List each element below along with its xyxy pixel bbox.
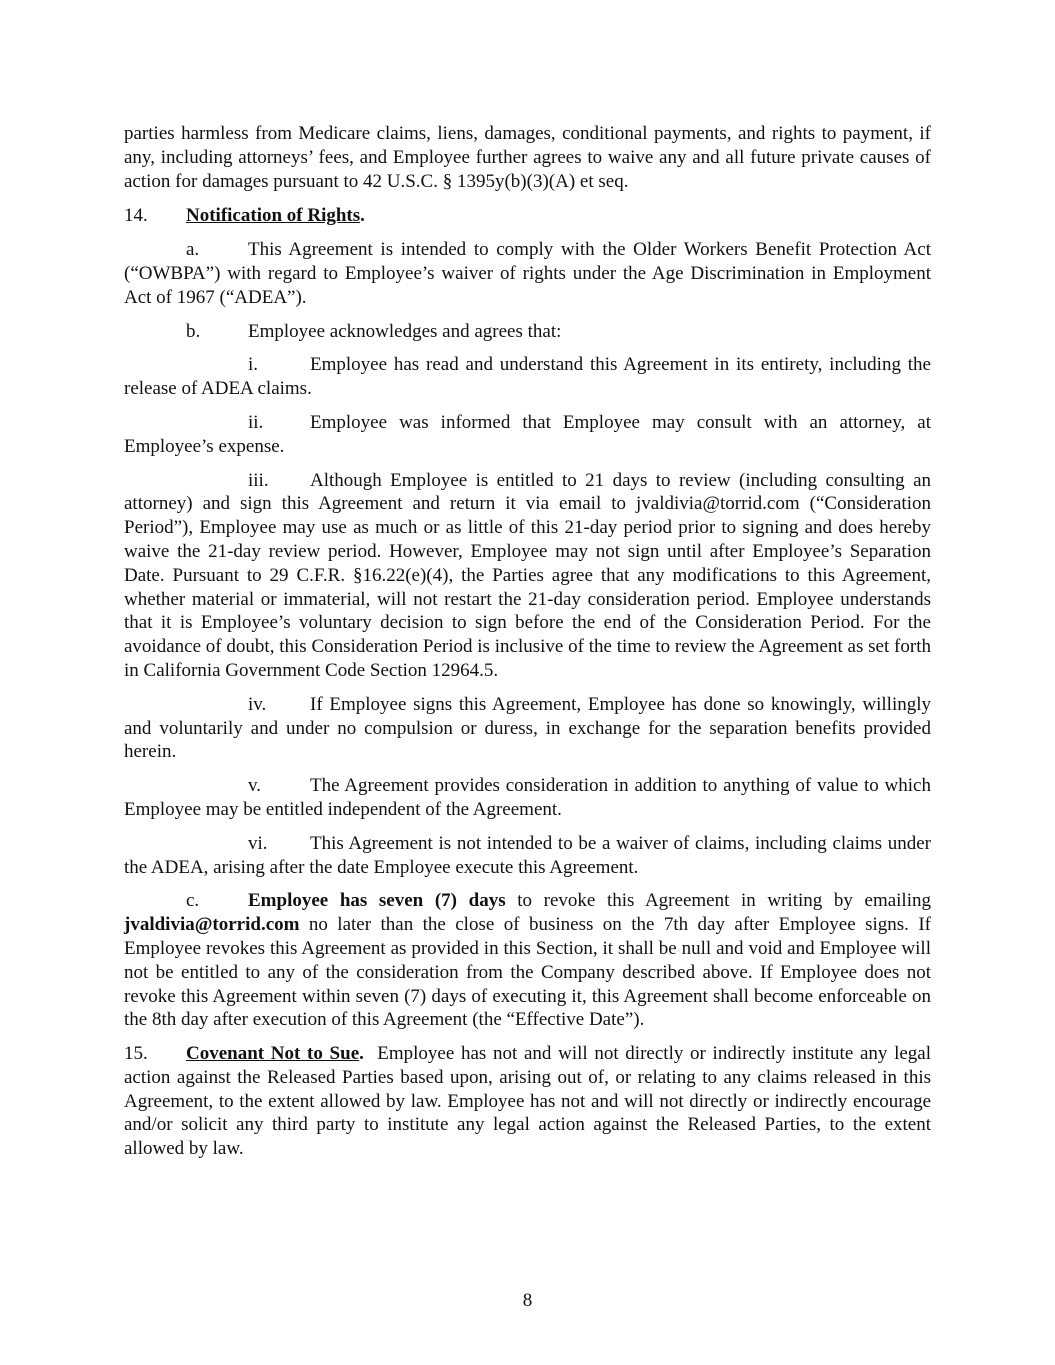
section-15 xyxy=(124,1042,936,1161)
section-title: Covenant Not to Sue xyxy=(186,1043,360,1065)
item-label: i. xyxy=(248,354,259,376)
item-text: to revoke this Agreement in writing by emailing xyxy=(505,890,931,912)
item-label: c. xyxy=(186,890,200,912)
heading-period: . xyxy=(359,1043,364,1065)
page-number: 8 xyxy=(522,1290,533,1311)
item-text: This Agreement is not intended to be a waiver of claims, including claims under the ADEA, arising after the date Employee execute this Agreement. xyxy=(124,832,931,878)
item-label: ii. xyxy=(248,411,264,433)
item-text: Employee was informed that Employee may consult with an attorney, at Employee’s expense. xyxy=(124,411,931,457)
item-text: If Employee signs this Agreement, Employee has done so knowingly, willingly and voluntarily and under no compulsion or duress, in exchange for the separation benefits provided herein. xyxy=(124,693,931,763)
item-label: a. xyxy=(186,239,200,261)
item-label: iv. xyxy=(248,693,267,715)
revocation-period-bold: Employee has seven (7) days xyxy=(248,890,506,912)
item-label: vi. xyxy=(248,832,268,854)
section-number: 15. xyxy=(124,1043,148,1065)
section-14-heading xyxy=(124,204,931,228)
item-text: Although Employee is entitled to 21 days to review (including consulting an attorney) and sign this Agreement and return it via email to jvaldivia@torrid.com (“Consideration Period”), Employee may use as much or as little of this 21-day period prior to signing and does hereby waive the 21-day review period. However, Employee may not sign until after Employee’s Separation Date. Pursuant to 29 C.F.R. §16.22(e)(4), the Parties agree that any modifications to this Agreement, whether material or immaterial, will not restart the 21-day consideration period. Employee understands that it is Employee’s voluntary decision to sign before the end of the Consideration Period. For the avoidance of doubt, this Consideration Period is inclusive of the time to review the Agreement as set forth in California Government Code Section 12964.5. xyxy=(124,469,931,681)
section-text: Employee has not and will not directly or indirectly institute any legal action against the Released Parties based upon, arising out of, or relating to any claims released in this Agreement, to the extent allowed by law. Employee has not and will not directly or indirectly encourage and/or solicit any third party to institute any legal action against the Released Parties, to the extent allowed by law. xyxy=(124,1043,936,1160)
section-number: 14. xyxy=(124,205,148,227)
paragraph-14b-iv xyxy=(124,693,931,764)
item-text: Employee acknowledges and agrees that: xyxy=(248,320,562,342)
email-address: jvaldivia@torrid.com xyxy=(124,914,300,936)
paragraph-14b xyxy=(124,320,931,344)
document-body xyxy=(124,122,936,1171)
paragraph-14c xyxy=(124,889,931,1032)
paragraph-14a xyxy=(124,238,931,309)
item-text: no later than the close of business on the 7th day after Employee signs. If Employee revokes this Agreement as provided in this Section, it shall be null and void and Employee will not be entitled to any of the consideration from the Company described above. If Employee does not revoke this Agreement within seven (7) days of executing it, this Agreement shall become enforceable on the 8th day after execution of this Agreement (the “Effective Date”). xyxy=(124,914,931,1031)
paragraph-14b-iii xyxy=(124,469,931,683)
item-label: iii. xyxy=(248,469,269,491)
item-text: This Agreement is intended to comply with the Older Workers Benefit Protection Act (“OWBPA”) with regard to Employee’s waiver of rights under the Age Discrimination in Employment Act of 1967 (“ADEA”). xyxy=(124,239,931,308)
paragraph-14b-v xyxy=(124,774,931,822)
item-text: Employee has read and understand this Agreement in its entirety, including the release of ADEA claims. xyxy=(124,354,931,400)
heading-period: . xyxy=(360,205,365,227)
section-title: Notification of Rights xyxy=(186,205,361,227)
continuation-paragraph: parties harmless from Medicare claims, liens, damages, conditional payments, and rights to payment, if any, including attorneys’ fees, and Employee further agrees to waive any and all future private causes of action for damages pursuant to 42 U.S.C. § 1395y(b)(3)(A) et seq. xyxy=(124,123,931,192)
paragraph-14b-ii xyxy=(124,411,931,459)
item-label: v. xyxy=(248,775,262,797)
item-text: The Agreement provides consideration in addition to anything of value to which Employee may be entitled independent of the Agreement. xyxy=(124,775,931,820)
paragraph-14b-i xyxy=(124,353,931,401)
item-label: b. xyxy=(186,320,201,342)
paragraph-14b-vi xyxy=(124,832,931,880)
